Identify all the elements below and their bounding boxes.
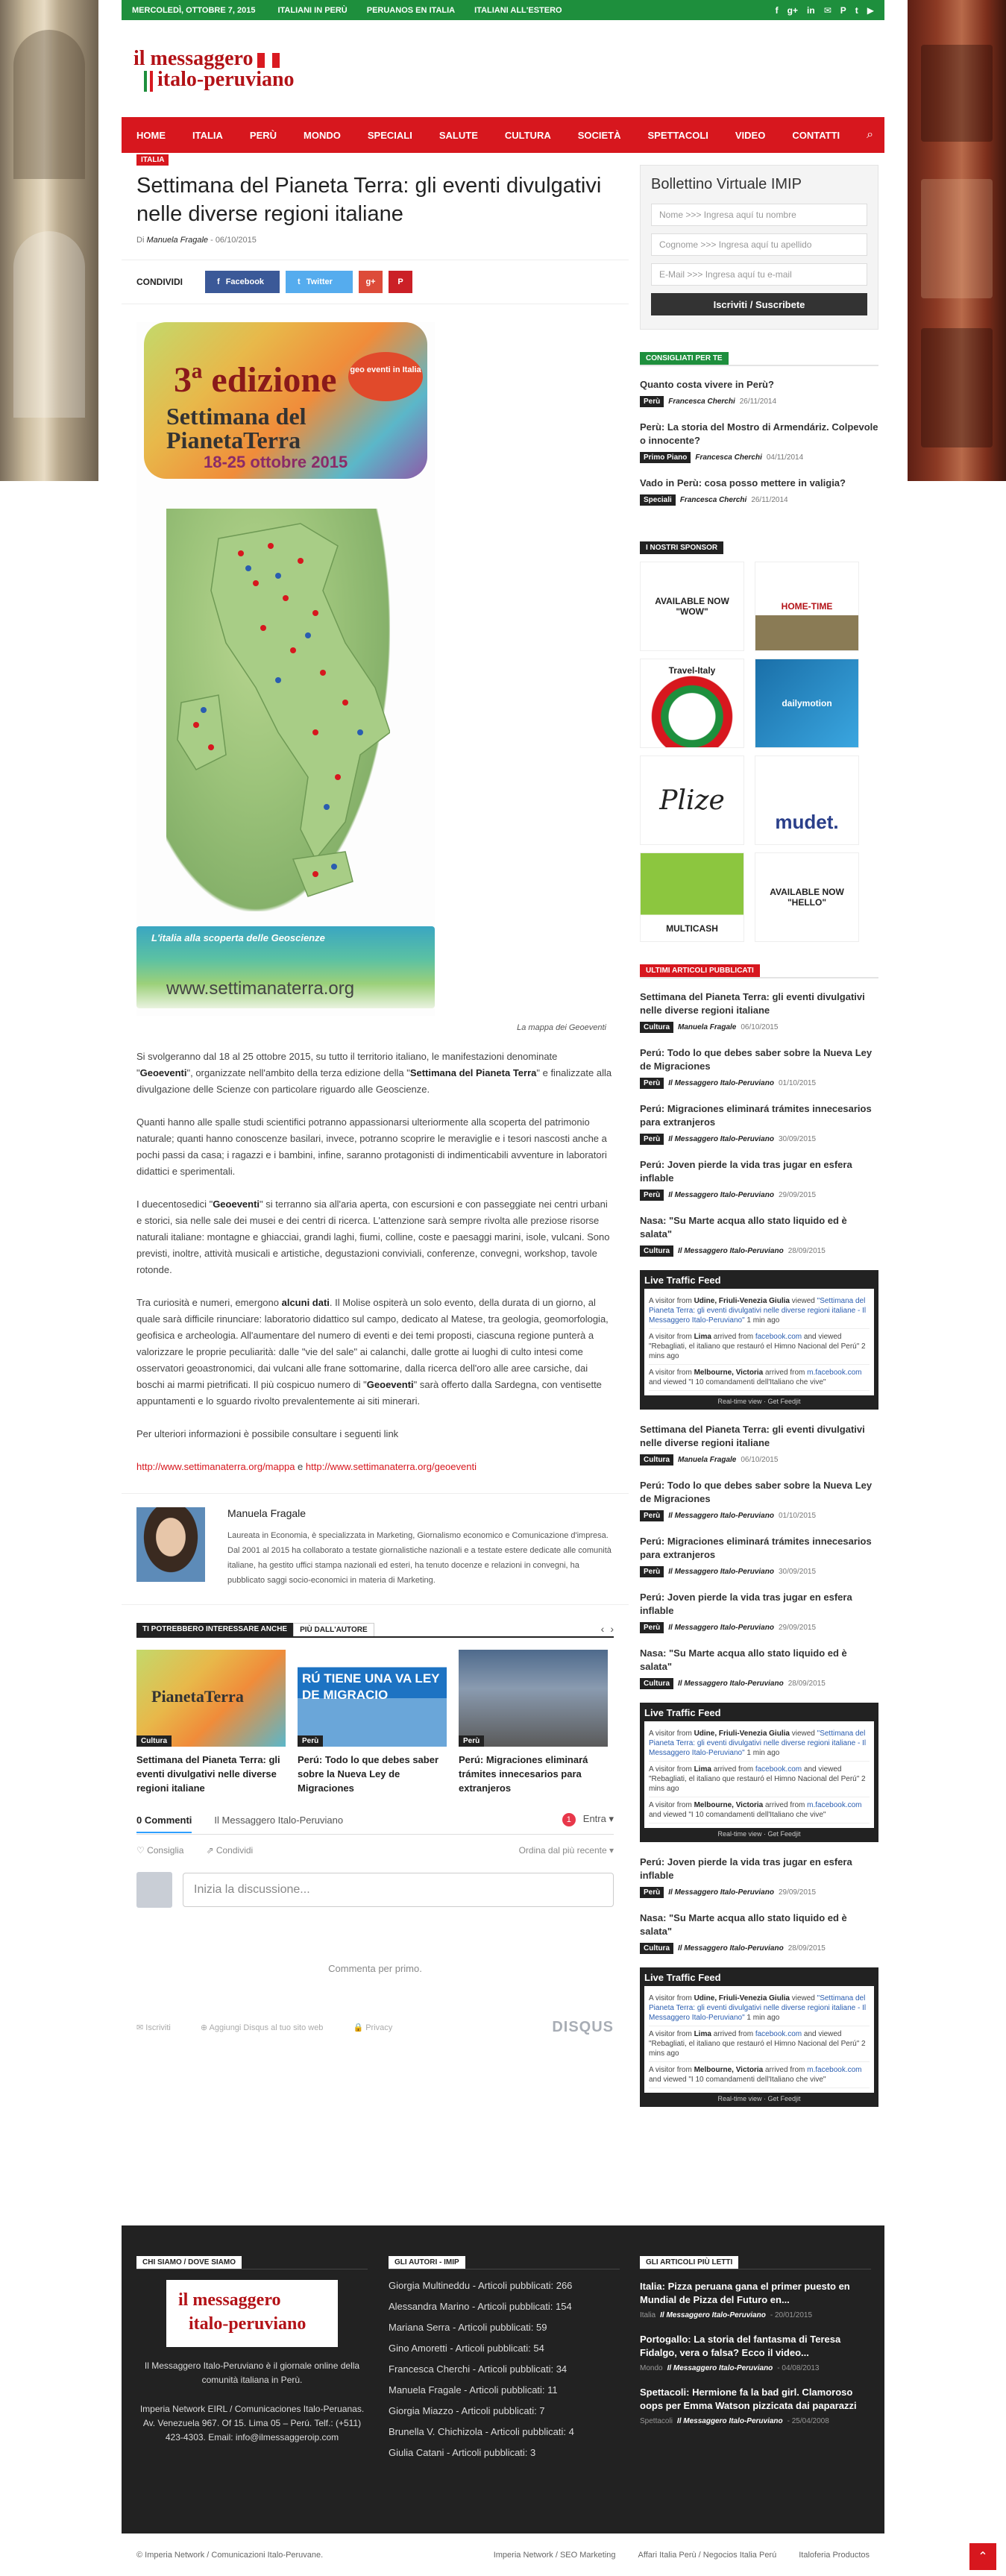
author-entry[interactable]: Giorgia Multineddu - Articoli pubblicati: 266 (389, 2280, 573, 2291)
related-category: Perù (459, 1735, 484, 1747)
article-column (122, 153, 629, 2036)
author-entry[interactable]: Giulia Catani - Articoli pubblicati: 3 (389, 2447, 536, 2458)
author-entry[interactable]: Gino Amoretti - Articoli pubblicati: 54 (389, 2343, 544, 2354)
sponsor-banner[interactable]: MULTICASH (640, 852, 744, 942)
nav-contatti[interactable]: CONTATTI (792, 129, 840, 141)
item-meta: Cultura Il Messaggero Italo-Peruviano 28/09/2015 (640, 1943, 878, 1954)
newsletter-title: Bollettino Virtuale IMIP (651, 176, 802, 192)
author-name[interactable]: Manuela Fragale (227, 1507, 306, 1519)
list-item[interactable] (640, 378, 878, 407)
logo-line-2: italo-peruviano (144, 68, 295, 92)
feed-row: A visitor from Lima arrived from facebook.com and viewed "Rebagliati, el italiano que restauró el Himno Nacional del Perú" 2 mins ago (649, 1762, 870, 1797)
feed-row: A visitor from Melbourne, Victoria arrived from m.facebook.com and viewed "I 10 comandamenti dell'Italiano che vive" (649, 1797, 870, 1823)
item-title[interactable]: Perú: Migraciones eliminará trámites innecesarios para extranjeros (640, 1103, 872, 1128)
article-links: http://www.settimanaterra.org/mappa e http://www.settimanaterra.org/geoeventi (136, 1461, 477, 1472)
nav-speciali[interactable]: SPECIALI (367, 129, 412, 141)
related-category: Cultura (136, 1735, 172, 1747)
top-bar (122, 0, 884, 20)
link-geoeventi[interactable]: http://www.settimanaterra.org/geoeventi (305, 1461, 477, 1472)
author-bio: Laureata in Economia, è specializzata in Marketing, Giornalismo economico e Comunicazione d'impresa. Dal 2001 al 2015 ha collaborato a testate giornalistiche nazionali e a testate estere dedicate alle comunità italiane, ha gestito uffici stampa nazionali ed esteri, ha tenuto docenze e relazioni in convegni, ha pubblicato saggi socio-economici in materia di Marketing. (227, 1531, 612, 1585)
item-meta: Perù Il Messaggero Italo-Peruviano 29/09/2015 (640, 1887, 878, 1898)
google-plus-icon[interactable]: g+ (787, 4, 799, 16)
side-decoration-right (908, 0, 1006, 481)
author-entry[interactable]: Giorgia Miazzo - Articoli pubblicati: 7 (389, 2405, 545, 2416)
poster-site-url: www.settimanaterra.org (166, 978, 355, 999)
list-item[interactable] (640, 1647, 878, 1689)
item-title[interactable]: Perú: Todo lo que debes saber sobre la Nueva Ley de Migraciones (640, 1047, 873, 1072)
nav-spettacoli[interactable]: SPETTACOLI (647, 129, 708, 141)
surname-field[interactable]: Cognome >>> Ingresa aquí tu apellido (651, 233, 867, 256)
feed-row: A visitor from Lima arrived from facebook.com and viewed "Rebagliati, el italiano que restauró el Himno Nacional del Perú" 2 mins ago (649, 1329, 870, 1365)
related-thumbnail (298, 1650, 447, 1747)
sidebar (640, 153, 878, 2120)
share-pinterest-button[interactable]: P (389, 271, 412, 293)
related-thumbnail (136, 1650, 286, 1747)
article-paragraph: Si svolgeranno dal 18 al 25 ottobre 2015, su tutto il territorio italiano, le manifestazioni denominate "Geoeventi", organizzate nell'ambito della terza edizione della "Settimana del Pianeta Terra" e finalizzate alla divulgazione delle Scienze con particolare riguardo alle Geoscienze. (136, 1051, 612, 1095)
sponsor-banner[interactable]: AVAILABLE NOW "WOW" (640, 562, 744, 651)
nav-societa[interactable]: SOCIETÀ (577, 129, 621, 141)
italy-flag-icon (144, 71, 153, 92)
bottom-link[interactable]: Italoferia Productos (799, 2550, 870, 2560)
comment-input[interactable]: Inizia la discussione... (183, 1873, 614, 1907)
nav-cultura[interactable]: CULTURA (504, 129, 551, 141)
scroll-to-top-icon[interactable]: ⌃ (969, 2543, 996, 2570)
twitter-icon: t (298, 277, 301, 286)
item-title[interactable]: Perú: Joven pierde la vida tras jugar en esfera inflable (640, 1159, 852, 1184)
article-paragraph: I duecentosedici "Geoeventi" si terranno sia all'aria aperta, con escursioni e con passeggiate nei centri urbani e storici, sia nelle sale dei musei e dei centri di ricerca. L'attenzione sarà sempre rivolta alle preziose risorse naturali italiane: montagne e ghiacciai, grandi laghi, fiumi, colline, coste e paesaggi marini, isole, vulcani. Sono previsti, inoltre, attività musicali e artistiche, degustazioni conviviali, conferenze, convegni, workshop, tavole rotonde. (136, 1199, 610, 1275)
toplink-peruanos-en-italia[interactable]: PERUANOS EN ITALIA (366, 5, 456, 15)
nav-salute[interactable]: SALUTE (438, 129, 478, 141)
related-card[interactable] (459, 1650, 608, 1795)
nav-italia[interactable]: ITALIA (192, 129, 223, 141)
sort-dropdown[interactable]: Ordina dal più recente ▾ (518, 1845, 614, 1856)
item-meta: Perù Francesca Cherchi 26/11/2014 (640, 396, 878, 407)
list-item[interactable] (640, 1214, 878, 1257)
author-entry[interactable]: Alessandra Marino - Articoli pubblicati: 154 (389, 2301, 572, 2312)
sponsor-banner[interactable]: HOME-TIME (755, 562, 859, 651)
poster-title: Settimana del PianetaTerra (166, 403, 306, 453)
related-title: Perú: Todo lo que debes saber sobre la Nueva Ley de Migraciones (298, 1754, 439, 1794)
related-thumbnail (459, 1650, 608, 1747)
comments-header (136, 1813, 614, 1835)
comments-toolbar (136, 1845, 614, 1856)
item-meta: Perù Il Messaggero Italo-Peruviano 29/09/2015 (640, 1190, 878, 1201)
newsletter-box (640, 165, 878, 330)
author-list (389, 2280, 620, 2458)
list-item[interactable] (640, 1911, 878, 1954)
thumb-poster-title: PianetaTerra (151, 1687, 244, 1706)
footer-head-chi-siamo: CHI SIAMO / DOVE SIAMO (136, 2256, 242, 2269)
item-title[interactable]: Perù: La storia del Mostro di Armendáriz. Colpevole o innocente? (640, 421, 878, 446)
site-footer (122, 2225, 884, 2533)
feed-row: A visitor from Melbourne, Victoria arrived from m.facebook.com and viewed "I 10 comandamenti dell'Italiano che vive" (649, 2062, 870, 2088)
footer-logo-line-1: il messaggero (178, 2290, 281, 2310)
item-meta: Cultura Il Messaggero Italo-Peruviano 28/09/2015 (640, 1245, 878, 1257)
chevron-left-icon[interactable]: ‹ (600, 1623, 605, 1635)
author-entry[interactable]: Brunella V. Chichizola - Articoli pubblicati: 4 (389, 2426, 574, 2437)
item-title[interactable]: Perú: Joven pierde la vida tras jugar en esfera inflable (640, 1592, 852, 1616)
item-meta: Cultura Manuela Fragale 06/10/2015 (640, 1454, 878, 1466)
nav-mondo[interactable]: MONDO (304, 129, 341, 141)
list-item[interactable] (640, 1591, 878, 1633)
bottom-links (494, 2551, 870, 2560)
share-google-plus-button[interactable]: g+ (359, 271, 383, 293)
related-title: Perú: Migraciones eliminará trámites innecesarios para extranjeros (459, 1754, 588, 1794)
footer-head-autori: GLI AUTORI - IMIP (389, 2256, 465, 2269)
fountain-arch (13, 30, 85, 179)
author-entry[interactable]: Mariana Serra - Articoli pubblicati: 59 (389, 2322, 547, 2333)
main-nav (122, 117, 884, 153)
bottom-link[interactable]: Imperia Network / SEO Marketing (493, 2550, 616, 2560)
footer-about (136, 2255, 368, 2445)
comments-count-tab[interactable]: 0 Commenti (136, 1815, 192, 1833)
feed-row: A visitor from Udine, Friuli-Venezia Giulia viewed "Settimana del Pianeta Terra: gli eventi divulgativi nelle diverse regioni italiane - Il Messaggero Italo-Peruviano" 1 min ago (649, 1991, 870, 2026)
link-mappa[interactable]: http://www.settimanaterra.org/mappa (136, 1461, 295, 1472)
article-paragraph: Per ulteriori informazioni è possibile consultare i seguenti link (136, 1428, 399, 1439)
email-field[interactable]: E-Mail >>> Ingresa aquí tu e-mail (651, 263, 867, 286)
logo-line-1: il messaggero (133, 47, 280, 71)
peru-flag-icon (257, 53, 280, 68)
related-title: Settimana del Pianeta Terra: gli eventi divulgativi nelle diverse regioni italiane (136, 1754, 280, 1794)
list-item[interactable]: Spettacoli: Hermione fa la bad girl. Clamoroso oops per Emma Watson pizzicata dai paparazzi Spettacoli Il Messaggero Italo-Peruviano - 25/04/2008 (640, 2387, 857, 2425)
live-traffic-feed (640, 1270, 878, 1410)
fountain-statue (13, 231, 85, 418)
item-meta: Speciali Francesca Cherchi 26/11/2014 (640, 494, 878, 506)
article-featured-image (136, 322, 435, 1016)
list-item[interactable] (640, 1423, 878, 1466)
item-title[interactable]: Nasa: "Su Marte acqua allo stato liquido ed è salata" (640, 1912, 847, 1937)
image-caption: La mappa dei Geoeventi (517, 1023, 606, 1032)
live-feed-footer[interactable]: Real-time view · Get Feedjit (717, 1830, 801, 1838)
subscribe-button[interactable]: Iscriviti / Suscribete (651, 293, 867, 315)
latest-articles (640, 990, 878, 2107)
notification-badge: 1 (562, 1813, 576, 1826)
section-head-ultimi: ULTIMI ARTICOLI PUBBLICATI (640, 964, 760, 977)
tab-ti-potrebbero[interactable]: TI POTREBBERO INTERESSARE ANCHE (136, 1623, 293, 1636)
related-category: Perù (298, 1735, 323, 1747)
live-feed-footer[interactable]: Real-time view · Get Feedjit (717, 2095, 801, 2102)
sponsor-banner[interactable]: Plize (640, 755, 744, 845)
poster-edition: 3ª edizione (174, 360, 337, 400)
live-feed-body (644, 1289, 874, 1395)
item-title[interactable]: Settimana del Pianeta Terra: gli eventi divulgativi nelle diverse regioni italiane (640, 991, 865, 1016)
feed-row: A visitor from Lima arrived from facebook.com and viewed "Rebagliati, el italiano que restauró el Himno Nacional del Perú" 2 mins ago (649, 2026, 870, 2062)
footer-most-read (640, 2255, 871, 2439)
item-title[interactable]: Nasa: "Su Marte acqua allo stato liquido ed è salata" (640, 1647, 847, 1672)
list-item[interactable] (640, 990, 878, 1033)
footer-authors (389, 2255, 620, 2468)
author-box (122, 1493, 629, 1605)
nav-home[interactable]: HOME (136, 129, 166, 141)
toplink-italiani-in-peru[interactable]: ITALIANI IN PERÙ (277, 5, 348, 15)
pinterest-icon[interactable]: P (840, 4, 846, 16)
nav-video[interactable]: VIDEO (735, 129, 766, 141)
list-item[interactable] (640, 1158, 878, 1201)
live-feed-title: Live Traffic Feed (644, 1707, 721, 1718)
live-feed-body (644, 1721, 874, 1828)
article-meta (136, 236, 614, 245)
item-meta: Cultura Manuela Fragale 06/10/2015 (640, 1022, 878, 1033)
no-comments-text: Commenta per primo. (328, 1963, 422, 1974)
sponsor-banner[interactable]: AVAILABLE NOW "HELLO" (755, 852, 859, 942)
facebook-icon: f (217, 277, 220, 286)
article-date: 06/10/2015 (215, 236, 257, 245)
item-title[interactable]: Perú: Migraciones eliminará trámites innecesarios para extranjeros (640, 1536, 872, 1560)
thumb-headline: RÚ TIENE UNA VA LEY DE MIGRACIO (302, 1671, 440, 1702)
item-title[interactable]: Perú: Todo lo que debes saber sobre la Nueva Ley de Migraciones (640, 1480, 873, 1504)
item-title[interactable]: Nasa: "Su Marte acqua allo stato liquido ed è salata" (640, 1215, 847, 1240)
sponsor-grid (640, 562, 878, 942)
bottom-link[interactable]: Affari Italia Perù / Negocios Italia Perú (638, 2550, 777, 2560)
byline-prefix: Di (136, 236, 145, 245)
login-menu[interactable]: 1 Entra ▾ (562, 1813, 614, 1826)
item-title[interactable]: Settimana del Pianeta Terra: gli eventi divulgativi nelle diverse regioni italiane (640, 1424, 865, 1448)
item-meta: Primo Piano Francesca Cherchi 04/11/2014 (640, 452, 878, 463)
page-wrapper (122, 0, 988, 2563)
balcony-window (921, 328, 993, 447)
category-badge[interactable]: ITALIA (136, 154, 169, 166)
live-feed-title: Live Traffic Feed (644, 1275, 721, 1286)
list-item[interactable] (640, 421, 878, 463)
author-entry[interactable]: Francesca Cherchi - Articoli pubblicati: 34 (389, 2363, 568, 2375)
poster-geo-badge: geo eventi in Italia (348, 352, 423, 401)
live-feed-footer[interactable]: Real-time view · Get Feedjit (717, 1398, 801, 1405)
list-item[interactable] (640, 1535, 878, 1577)
item-meta: Perù Il Messaggero Italo-Peruviano 01/10/2015 (640, 1078, 878, 1089)
live-feed-title: Live Traffic Feed (644, 1972, 721, 1983)
footer-about-text: Il Messaggero Italo-Peruviano è il giornale online della comunità italiana in Perù. (144, 2360, 360, 2385)
item-meta: Perù Il Messaggero Italo-Peruviano 30/09/2015 (640, 1566, 878, 1577)
user-avatar (136, 1872, 172, 1908)
list-item[interactable] (640, 1479, 878, 1521)
list-item[interactable] (640, 477, 878, 506)
toplink-italiani-estero[interactable]: ITALIANI ALL'ESTERO (474, 5, 562, 15)
section-divider (640, 977, 878, 978)
item-meta: Perù Il Messaggero Italo-Peruviano 29/09/2015 (640, 1622, 878, 1633)
item-meta: Perù Il Messaggero Italo-Peruviano 30/09/2015 (640, 1134, 878, 1145)
feed-row: A visitor from Udine, Friuli-Venezia Giulia viewed "Settimana del Pianeta Terra: gli eventi divulgativi nelle diverse regioni italiane - Il Messaggero Italo-Peruviano" 1 min ago (649, 1293, 870, 1329)
linkedin-icon[interactable]: in (807, 4, 815, 16)
disqus-logo[interactable]: DISQUS (552, 2019, 614, 2035)
list-item[interactable]: Italia: Pizza peruana gana el primer puesto en Mundial de Pizza del Futuro en... Italia Il Messaggero Italo-Peruviano - 20/01/2015 (640, 2281, 850, 2319)
site-header (122, 20, 884, 117)
twitter-icon[interactable]: t (855, 4, 858, 16)
meta-separator: - (210, 236, 216, 245)
related-nav (601, 1623, 614, 1635)
article-body (136, 1049, 614, 1475)
privacy-link[interactable]: 🔒 Privacy (353, 2023, 393, 2032)
share-label: CONDIVIDI (136, 277, 183, 287)
side-decoration-left (0, 0, 98, 481)
section-head-sponsor: I NOSTRI SPONSOR (640, 541, 723, 554)
live-traffic-feed (640, 1703, 878, 1842)
list-item[interactable] (640, 1046, 878, 1089)
article-title: Settimana del Pianeta Terra: gli eventi divulgativi nelle diverse regioni italiane (136, 174, 602, 226)
disqus-comments (136, 1813, 614, 2036)
related-card[interactable] (136, 1650, 286, 1795)
item-title[interactable]: Vado in Perù: cosa posso mettere in valigia? (640, 477, 846, 489)
tab-piu-autore[interactable]: PIÙ DALL'AUTORE (293, 1623, 374, 1636)
balcony-window (921, 45, 993, 142)
comments-footer (136, 2019, 614, 2036)
social-links (776, 5, 874, 16)
section-divider (640, 365, 878, 366)
share-facebook-button[interactable]: f Facebook (205, 271, 280, 293)
chevron-right-icon[interactable]: › (610, 1623, 614, 1635)
recommend-button[interactable]: ♡ Consiglia (136, 1845, 184, 1856)
author-info (227, 1507, 614, 1588)
section-head-consigliati: CONSIGLIATI PER TE (640, 352, 729, 365)
related-posts (136, 1623, 614, 1795)
article-author-link[interactable]: Manuela Fragale (146, 236, 209, 245)
feed-row: A visitor from Melbourne, Victoria arrived from m.facebook.com and viewed "I 10 comandamenti dell'Italiano che vive" (649, 1365, 870, 1391)
email-icon[interactable]: ✉ (823, 4, 831, 16)
item-meta: Perù Il Messaggero Italo-Peruviano 01/10/2015 (640, 1510, 878, 1521)
list-item[interactable] (640, 1856, 878, 1898)
poster-dates: 18-25 ottobre 2015 (204, 453, 348, 471)
article-paragraph: Quanti hanno alle spalle studi scientifici potranno appassionarsi ulteriormente alla scoperta del patrimonio naturale; quanti hanno conoscenze basilari, invece, potranno scoprire le meraviglie e i tesori nascosti anche a pochi passi da casa; i ragazzi e i bambini, infine, saranno protagonisti di indimenticabili avventure in laboratori didattici e sperimentali. (136, 1116, 607, 1177)
current-date: MERCOLEDÌ, OTTOBRE 7, 2015 (132, 5, 256, 15)
feed-row: A visitor from Udine, Friuli-Venezia Giulia viewed "Settimana del Pianeta Terra: gli eventi divulgativi nelle diverse regioni italiane - Il Messaggero Italo-Peruviano" 1 min ago (649, 1726, 870, 1762)
related-grid (136, 1650, 614, 1795)
related-tabs (136, 1623, 614, 1638)
footer-logo-line-2: italo-peruviano (189, 2314, 306, 2334)
sponsor-banner[interactable]: Travel-Italy (640, 659, 744, 748)
list-item[interactable]: Portogallo: La storia del fantasma di Teresa Fidalgo, vera o falsa? Ecco il video... Mondo Il Messaggero Italo-Peruviano - 04/08/2013 (640, 2334, 841, 2372)
item-title[interactable]: Perú: Joven pierde la vida tras jugar en esfera inflable (640, 1856, 852, 1881)
name-field[interactable]: Nome >>> Ingresa aquí tu nombre (651, 204, 867, 226)
live-traffic-feed (640, 1967, 878, 2107)
youtube-icon[interactable]: ▶ (867, 4, 874, 16)
add-disqus-link[interactable]: ⊕ Aggiungi Disqus al tuo sito web (200, 2023, 324, 2032)
article-paragraph: Tra curiosità e numeri, emergono alcuni dati. Il Molise ospiterà un solo evento, della durata di un giorno, al quale sarà difficile rinunciare: laboratorio didattico sul campo, dedicato al Matese, tra geologia, geomorfologia, geofisica e archeologia. All'aumentare del numero di eventi e dei temi proposti, ciascuna regione punterà a valorizzare le proprie peculiarità: dalle "vie del sale" ai calanchi, dalle grotte ai luoghi di culto intesi come osservatori geoastronomici, dai vulcani alle frane sottomarine, dalla ricerca dell'oro alle aree carsiche, dai boschi ai marmi pietrificati. Il più cospicuo numero di "Geoeventi" sarà offerto dalla Sardegna, con ventisette appuntamenti e lo sguardo rivolto prevalentemente ai siti minerari. (136, 1297, 609, 1407)
footer-head-piu-letti: GLI ARTICOLI PIÙ LETTI (640, 2256, 738, 2269)
share-bar (122, 260, 629, 304)
related-card[interactable] (298, 1650, 447, 1795)
footer-address: Imperia Network EIRL / Comunicaciones Italo-Peruanas. Av. Venezuela 967. Of 15. Lima 05 – Perú. Telf.: (+511) 423-4303. Email: info@ilmessaggeroip.com (139, 2404, 365, 2443)
sponsor-banner[interactable]: mudet. (755, 755, 859, 845)
author-avatar[interactable] (136, 1507, 205, 1582)
share-comments-button[interactable]: ⇗ Condividi (206, 1845, 254, 1856)
share-twitter-button[interactable]: t Twitter (286, 271, 353, 293)
item-meta: Cultura Il Messaggero Italo-Peruviano 28/09/2015 (640, 1678, 878, 1689)
live-feed-body (644, 1986, 874, 2093)
subscribe-link[interactable]: ✉ Iscriviti (136, 2023, 171, 2032)
comments-site-tab[interactable]: Il Messaggero Italo-Peruviano (214, 1814, 344, 1826)
search-icon[interactable]: ⌕ (867, 128, 874, 141)
copyright: © Imperia Network / Comunicazioni Italo-Peruvane. (136, 2550, 324, 2560)
italy-map (166, 509, 390, 911)
bottom-bar (122, 2533, 884, 2576)
item-title[interactable]: Quanto costa vivere in Perù? (640, 379, 774, 390)
footer-logo[interactable] (166, 2280, 338, 2347)
author-entry[interactable]: Manuela Fragale - Articoli pubblicati: 11 (389, 2384, 558, 2396)
list-item[interactable] (640, 1102, 878, 1145)
site-logo[interactable] (133, 47, 320, 107)
poster-banner-text: L'italia alla scoperta delle Geoscienze (151, 932, 325, 943)
facebook-icon[interactable]: f (775, 4, 779, 16)
balcony-window (921, 179, 993, 298)
sponsor-banner[interactable]: dailymotion (755, 659, 859, 748)
comment-composer (136, 1872, 614, 1908)
nav-peru[interactable]: PERÙ (249, 129, 277, 141)
